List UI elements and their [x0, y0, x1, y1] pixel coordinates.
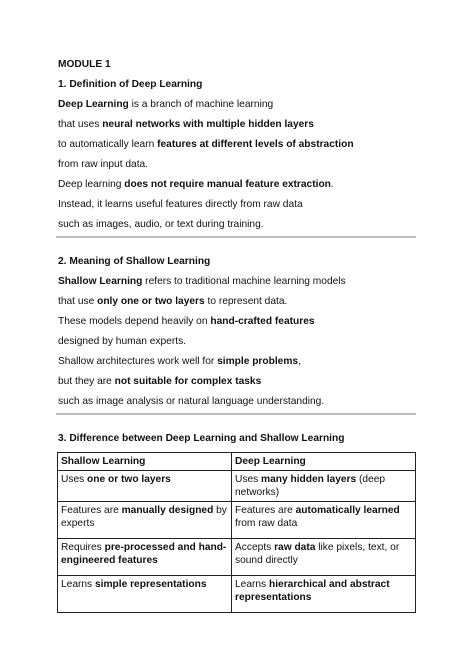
table-cell: [58, 471, 232, 502]
table-header-row: [58, 453, 416, 471]
text-run: ,: [298, 356, 301, 367]
bold-text: hierarchical and abstract representations: [235, 579, 390, 603]
bold-text: hand-crafted features: [210, 316, 315, 327]
table-header-cell: Shallow Learning: [58, 453, 232, 471]
section3-heading: 3. Difference between Deep Learning and Shallow Learning: [58, 433, 345, 444]
text-run: Features are: [235, 505, 296, 516]
text-run: from raw data: [235, 518, 298, 529]
text-run: that use: [58, 296, 98, 307]
text-run: that uses: [58, 119, 103, 130]
text-run: from raw input data.: [58, 159, 149, 170]
table-cell: [58, 576, 232, 613]
text-run: Uses: [235, 474, 262, 485]
paragraph-line: [58, 118, 314, 131]
section-divider: [56, 413, 416, 415]
section1-heading: 1. Definition of Deep Learning: [58, 79, 203, 90]
text-run: by experts: [61, 505, 227, 529]
table-cell: [232, 471, 416, 502]
table-row: [58, 471, 416, 502]
table-cell: [58, 502, 232, 539]
bold-text: simple representations: [94, 579, 207, 590]
table-cell: [232, 539, 416, 576]
bold-text: raw data: [274, 542, 316, 553]
text-run: Accepts: [235, 542, 275, 553]
text-run: These models depend heavily on: [58, 316, 211, 327]
text-run: such as images, audio, or text during training.: [58, 219, 264, 230]
bold-text: one or two layers: [87, 474, 171, 485]
section-divider: [56, 236, 416, 238]
section2-heading: 2. Meaning of Shallow Learning: [58, 256, 211, 267]
bold-text: Shallow Learning: [58, 276, 143, 287]
text-run: .: [330, 179, 334, 190]
paragraph-line: [58, 355, 301, 368]
paragraph-line: [58, 375, 261, 388]
text-run: (deep networks): [235, 474, 386, 498]
bold-text: not suitable for complex tasks: [114, 376, 262, 387]
table-cell: [232, 502, 416, 539]
text-run: Shallow architectures work well for: [58, 356, 218, 367]
comparison-table: [57, 452, 416, 613]
bold-text: pre-processed and hand-engineered features: [61, 542, 227, 566]
text-run: Deep learning: [58, 179, 125, 190]
paragraph-line: [58, 138, 354, 151]
paragraph-line: [58, 178, 334, 191]
bold-text: only one or two layers: [97, 296, 205, 307]
text-run: refers to traditional machine learning models: [142, 276, 346, 287]
text-run: but they are: [58, 376, 115, 387]
text-run: Learns: [235, 579, 269, 590]
table-cell: [58, 539, 232, 576]
paragraph-line: [58, 295, 287, 308]
table-cell: [232, 576, 416, 613]
bold-text: simple problems: [217, 356, 299, 367]
paragraph-line: [58, 198, 303, 211]
text-run: Requires: [61, 542, 105, 553]
text-run: to represent data.: [204, 296, 288, 307]
paragraph-line: [58, 158, 148, 171]
bold-text: manually designed: [121, 505, 214, 516]
text-run: like pixels, text, or sound directly: [235, 542, 400, 566]
text-run: Learns: [61, 579, 95, 590]
module-title: MODULE 1: [58, 59, 111, 70]
paragraph-line: [58, 275, 346, 288]
bold-text: features at different levels of abstraction: [157, 139, 354, 150]
bold-text: many hidden layers: [261, 474, 357, 485]
text-run: is a branch of machine learning: [128, 99, 274, 110]
table-row: [58, 502, 416, 539]
table-header-cell: Deep Learning: [232, 453, 416, 471]
text-run: such as image analysis or natural language understanding.: [58, 396, 325, 407]
paragraph-line: [58, 98, 273, 111]
paragraph-line: [58, 315, 315, 328]
paragraph-line: [58, 335, 186, 348]
text-run: Instead, it learns useful features directly from raw data: [58, 199, 303, 210]
table-row: [58, 539, 416, 576]
text-run: to automatically learn: [58, 139, 158, 150]
text-run: designed by human experts.: [58, 336, 186, 347]
paragraph-line: [58, 395, 324, 408]
paragraph-line: [58, 218, 264, 231]
bold-text: automatically learned: [295, 505, 400, 516]
bold-text: neural networks with multiple hidden layers: [102, 119, 314, 130]
table-row: [58, 576, 416, 613]
text-run: Uses: [61, 474, 88, 485]
bold-text: does not require manual feature extraction: [124, 179, 331, 190]
bold-text: Deep Learning: [58, 99, 129, 110]
text-run: Features are: [61, 505, 122, 516]
